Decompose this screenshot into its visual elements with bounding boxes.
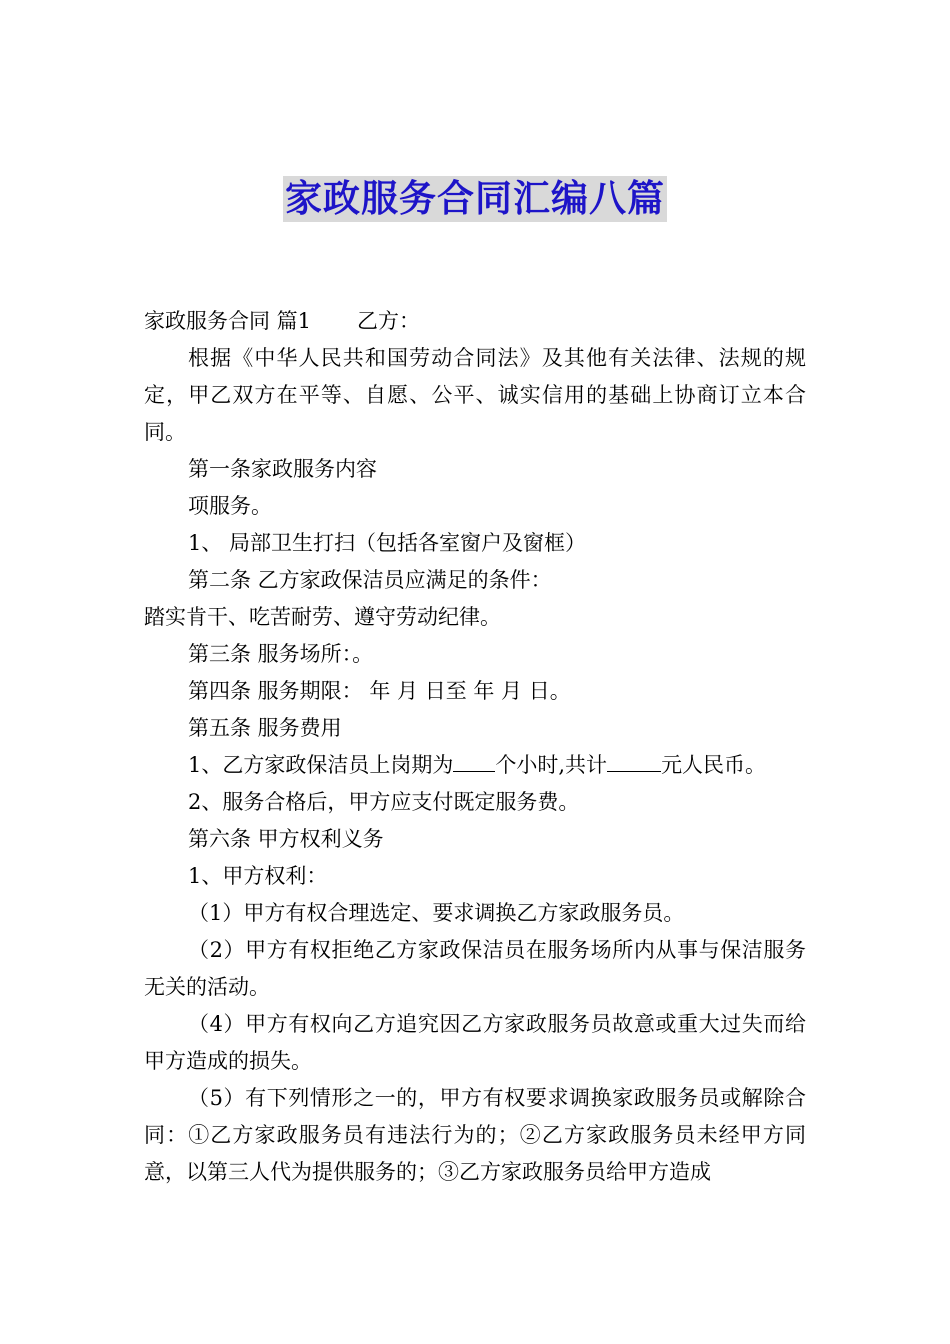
hours-blank — [453, 749, 495, 772]
rights-item: （5）有下列情形之一的，甲方有权要求调换家政服务员或解除合同：①乙方家政服务员有违法行为的；②乙方家政服务员未经甲方同意，以第三人代为提供服务的；③乙方家政服务员给甲方造成 — [144, 1086, 806, 1184]
article-line: 1、 局部卫生打扫（包括各室窗户及窗框） — [188, 531, 587, 555]
contract-heading: 家政服务合同 篇1 — [144, 309, 312, 333]
article-line: 第三条 服务场所：。 — [188, 642, 374, 666]
document-body — [144, 303, 806, 1191]
article-line: 1、甲方权利： — [188, 864, 328, 888]
article-line: 项服务。 — [188, 494, 272, 518]
article-line: 2、服务合格后，甲方应支付既定服务费。 — [188, 790, 580, 814]
rights-item: （4）甲方有权向乙方追究因乙方家政服务员故意或重大过失而给甲方造成的损失。 — [144, 1012, 806, 1073]
fee-text-3: 元人民币。 — [661, 753, 767, 777]
rights-item: （2）甲方有权拒绝乙方家政保洁员在服务场所内从事与保洁服务无关的活动。 — [144, 938, 806, 999]
fee-text-2: 个小时,共计 — [495, 753, 608, 777]
article-line: 第四条 服务期限： 年 月 日至 年 月 日。 — [188, 679, 571, 703]
fee-text-1: 1、乙方家政保洁员上岗期为 — [188, 753, 454, 777]
article-line: 第一条家政服务内容 — [188, 457, 377, 481]
intro-paragraph: 根据《中华人民共和国劳动合同法》及其他有关法律、法规的规定，甲乙双方在平等、自愿、公平、诚实信用的基础上协商订立本合同。 — [144, 346, 806, 444]
article-line: 第六条 甲方权利义务 — [188, 827, 384, 851]
first-line — [144, 303, 806, 340]
article-line: 踏实肯干、吃苦耐劳、遵守劳动纪律。 — [144, 605, 501, 629]
rights-item: （1）甲方有权合理选定、要求调换乙方家政服务员。 — [188, 901, 685, 925]
party-b-label: 乙方： — [357, 309, 421, 333]
document-title: 家政服务合同汇编八篇 — [285, 177, 665, 220]
article-line: 第五条 服务费用 — [188, 716, 342, 740]
fee-line — [144, 747, 806, 784]
article-line: 第二条 乙方家政保洁员应满足的条件： — [188, 568, 552, 592]
amount-blank — [607, 749, 661, 772]
title-container — [0, 176, 950, 222]
